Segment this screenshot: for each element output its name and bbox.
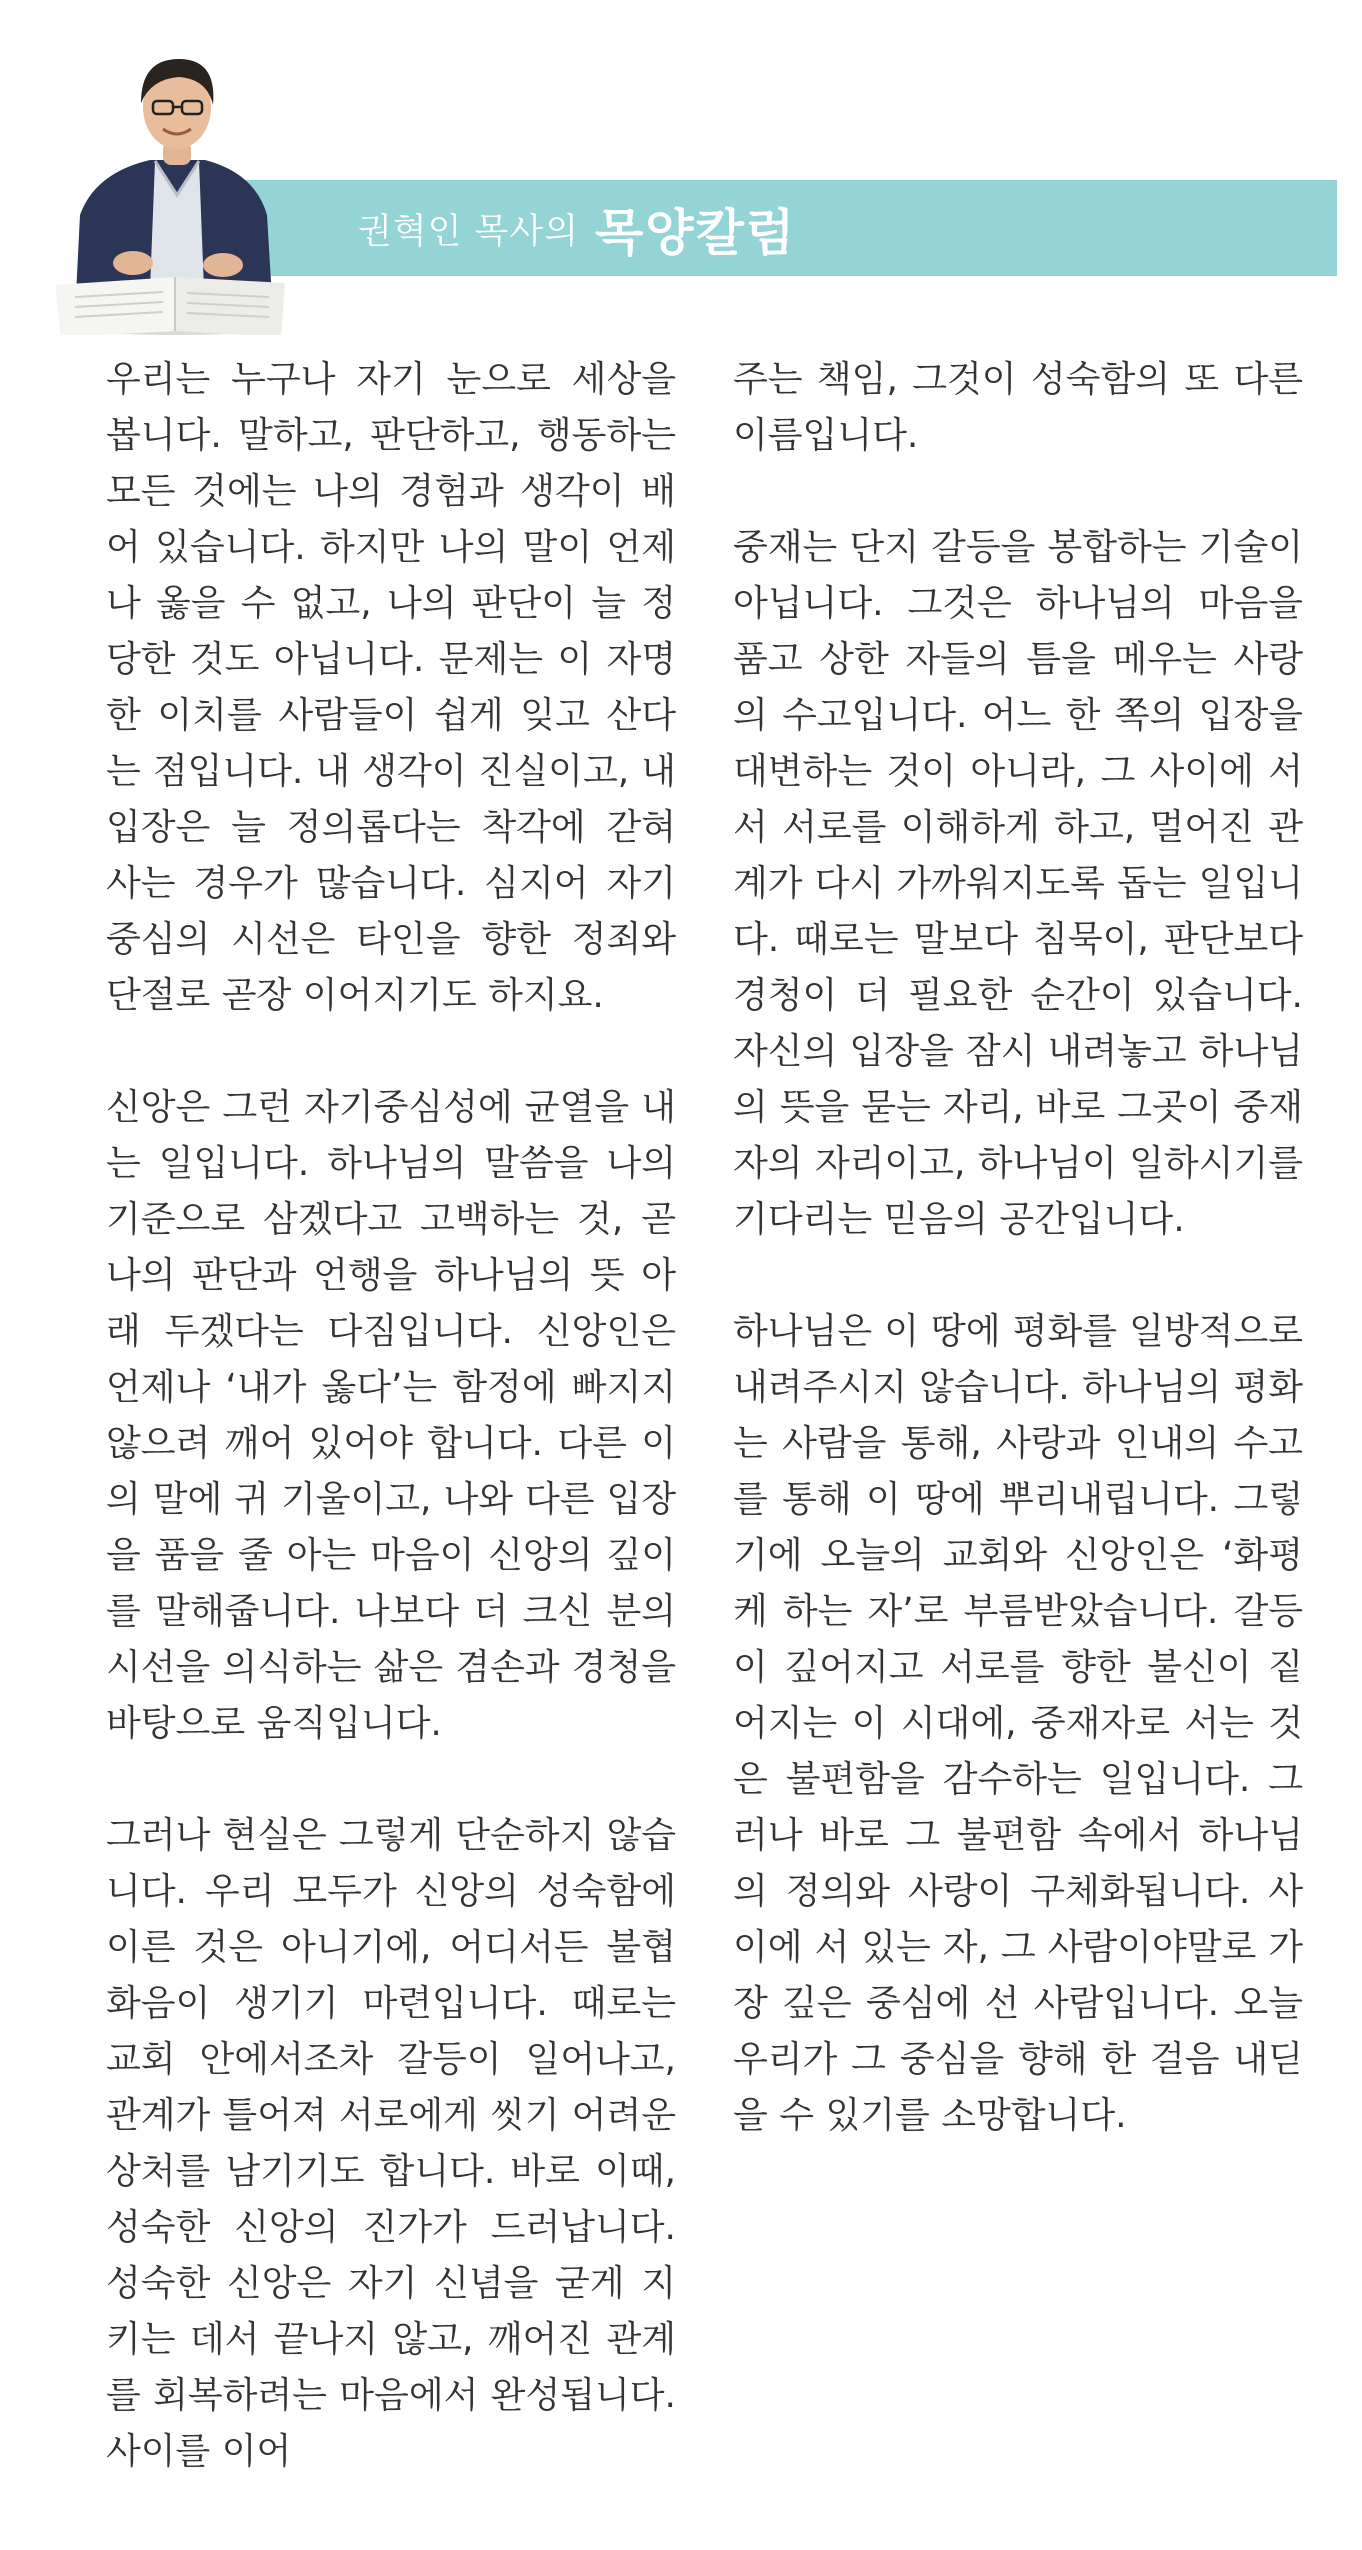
article-column-left: [106, 352, 676, 2480]
author-label: 권혁인 목사의: [358, 212, 579, 252]
paragraph: 신앙은 그런 자기중심성에 균열을 내는 일입니다. 하나님의 말씀을 나의 기준으로 삼겠다고 고백하는 것, 곧 나의 판단과 언행을 하나님의 뜻 아래 두겠다는 다짐입니다. 신앙인은 언제나 ‘내가 옳다’는 함정에 빠지지 않으려 깨어 있어야 합니다. 다른 이의 말에 귀 기울이고, 나와 다른 입장을 품을 줄 아는 마음이 신앙의 깊이를 말해줍니다. 나보다 더 크신 분의 시선을 의식하는 삶은 겸손과 경청을 바탕으로 움직입니다.: [106, 1087, 676, 1744]
paragraph: 우리는 누구나 자기 눈으로 세상을 봅니다. 말하고, 판단하고, 행동하는 모든 것에는 나의 경험과 생각이 배어 있습니다. 하지만 나의 말이 언제나 옳을 수 없고, 나의 판단이 늘 정당한 것도 아닙니다. 문제는 이 자명한 이치를 사람들이 쉽게 잊고 산다는 점입니다. 내 생각이 진실이고, 내 입장은 늘 정의롭다는 착각에 갇혀 사는 경우가 많습니다. 심지어 자기중심의 시선은 타인을 향한 정죄와 단절로 곧장 이어지기도 하지요.: [106, 359, 676, 1016]
author-portrait: [55, 45, 285, 335]
paragraph: 하나님은 이 땅에 평화를 일방적으로 내려주시지 않습니다. 하나님의 평화는 사람을 통해, 사랑과 인내의 수고를 통해 이 땅에 뿌리내립니다. 그렇기에 오늘의 교회와 신앙인은 ‘화평케 하는 자’로 부름받았습니다. 갈등이 깊어지고 서로를 향한 불신이 짙어지는 이 시대에, 중재자로 서는 것은 불편함을 감수하는 일입니다. 그러나 바로 그 불편함 속에서 하나님의 정의와 사랑이 구체화됩니다. 사이에 서 있는 자, 그 사람이야말로 가장 깊은 중심에 선 사람입니다. 오늘 우리가 그 중심을 향해 한 걸음 내딛을 수 있기를 소망합니다.: [733, 1311, 1303, 2136]
paragraph: 중재는 단지 갈등을 봉합하는 기술이 아닙니다. 그것은 하나님의 마음을 품고 상한 자들의 틈을 메우는 사랑의 수고입니다. 어느 한 쪽의 입장을 대변하는 것이 아니라, 그 사이에 서서 서로를 이해하게 하고, 멀어진 관계가 다시 가까워지도록 돕는 일입니다. 때로는 말보다 침묵이, 판단보다 경청이 더 필요한 순간이 있습니다. 자신의 입장을 잠시 내려놓고 하나님의 뜻을 묻는 자리, 바로 그곳이 중재자의 자리이고, 하나님이 일하시기를 기다리는 믿음의 공간입니다.: [733, 527, 1303, 1240]
paragraph: 주는 책임, 그것이 성숙함의 또 다른 이름입니다.: [733, 359, 1303, 456]
paragraph: 그러나 현실은 그렇게 단순하지 않습니다. 우리 모두가 신앙의 성숙함에 이른 것은 아니기에, 어디서든 불협화음이 생기기 마련입니다. 때로는 교회 안에서조차 갈등이 일어나고, 관계가 틀어져 서로에게 씻기 어려운 상처를 남기기도 합니다. 바로 이때, 성숙한 신앙의 진가가 드러납니다. 성숙한 신앙은 자기 신념을 굳게 지키는 데서 끝나지 않고, 깨어진 관계를 회복하려는 마음에서 완성됩니다. 사이를 이어: [106, 1815, 676, 2472]
column-header: [358, 184, 796, 274]
column-name: 목양칼럼: [595, 204, 797, 262]
article-column-right: [733, 352, 1303, 2144]
